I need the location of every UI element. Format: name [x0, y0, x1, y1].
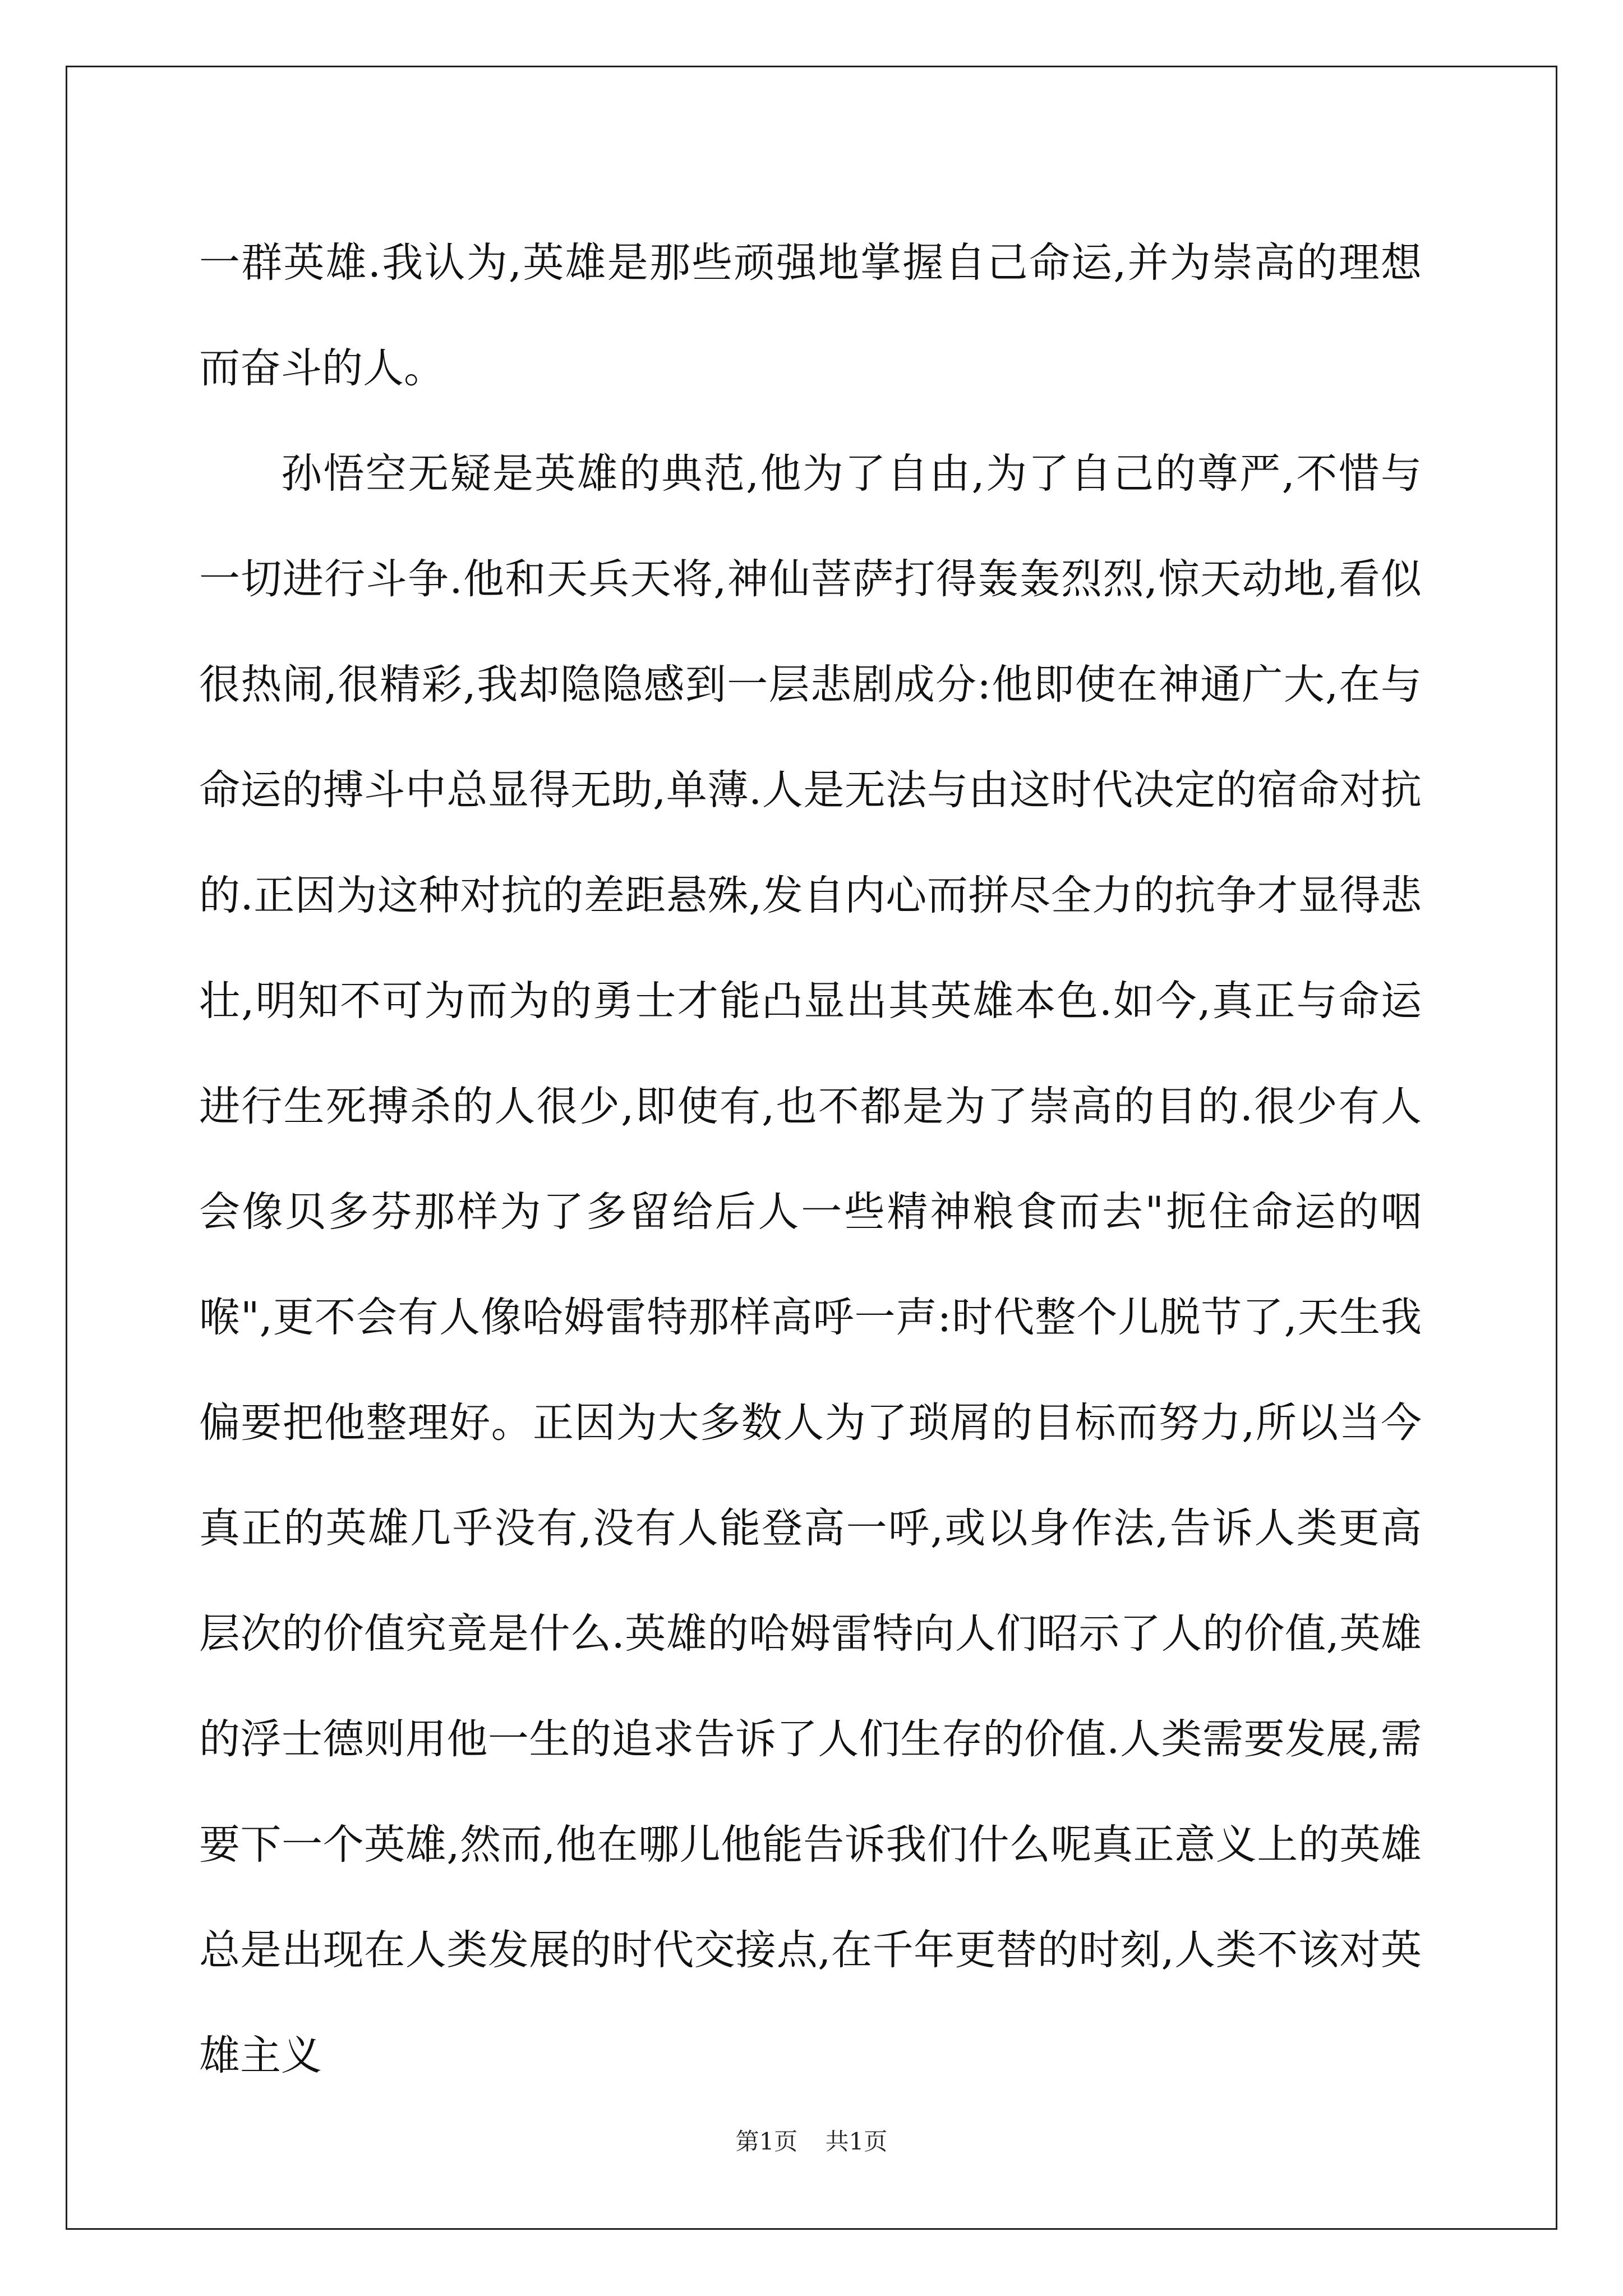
- page-footer: [0, 2123, 1623, 2157]
- paragraph-2: 孙悟空无疑是英雄的典范,他为了自由,为了自己的尊严,不惜与一切进行斗争.他和天兵天将,神仙菩萨打得轰轰烈烈,惊天动地,看似很热闹,很精彩,我却隐隐感到一层悲剧成分:他即使在神通广大,在与命运的搏斗中总显得无助,单薄.人是无法与由这时代决定的宿命对抗的.正因为这种对抗的差距悬殊,发自内心而拼尽全力的抗争才显得悲壮,明知不可为而为的勇士才能凸显出其英雄本色.如今,真正与命运进行生死搏杀的人很少,即使有,也不都是为了崇高的目的.很少有人会像贝多芬那样为了多留给后人一些精神粮食而去"扼住命运的咽喉",更不会有人像哈姆雷特那样高呼一声:时代整个儿脱节了,天生我偏要把他整理好。正因为大多数人为了琐屑的目标而努力,所以当今真正的英雄几乎没有,没有人能登高一呼,或以身作法,告诉人类更高层次的价值究竟是什么.英雄的哈姆雷特向人们昭示了人的价值,英雄的浮士德则用他一生的追求告诉了人们生存的价值.人类需要发展,需要下一个英雄,然而,他在哪儿他能告诉我们什么呢真正意义上的英雄总是出现在人类发展的时代交接点,在千年更替的时刻,人类不该对英雄主义: [199, 450, 1422, 2079]
- document-body: [199, 210, 1422, 2109]
- paragraph-1: 一群英雄.我认为,英雄是那些顽强地掌握自己命运,并为崇高的理想而奋斗的人。: [199, 239, 1422, 392]
- page-number: 第1页: [735, 2128, 798, 2155]
- page-total: 共1页: [825, 2128, 888, 2155]
